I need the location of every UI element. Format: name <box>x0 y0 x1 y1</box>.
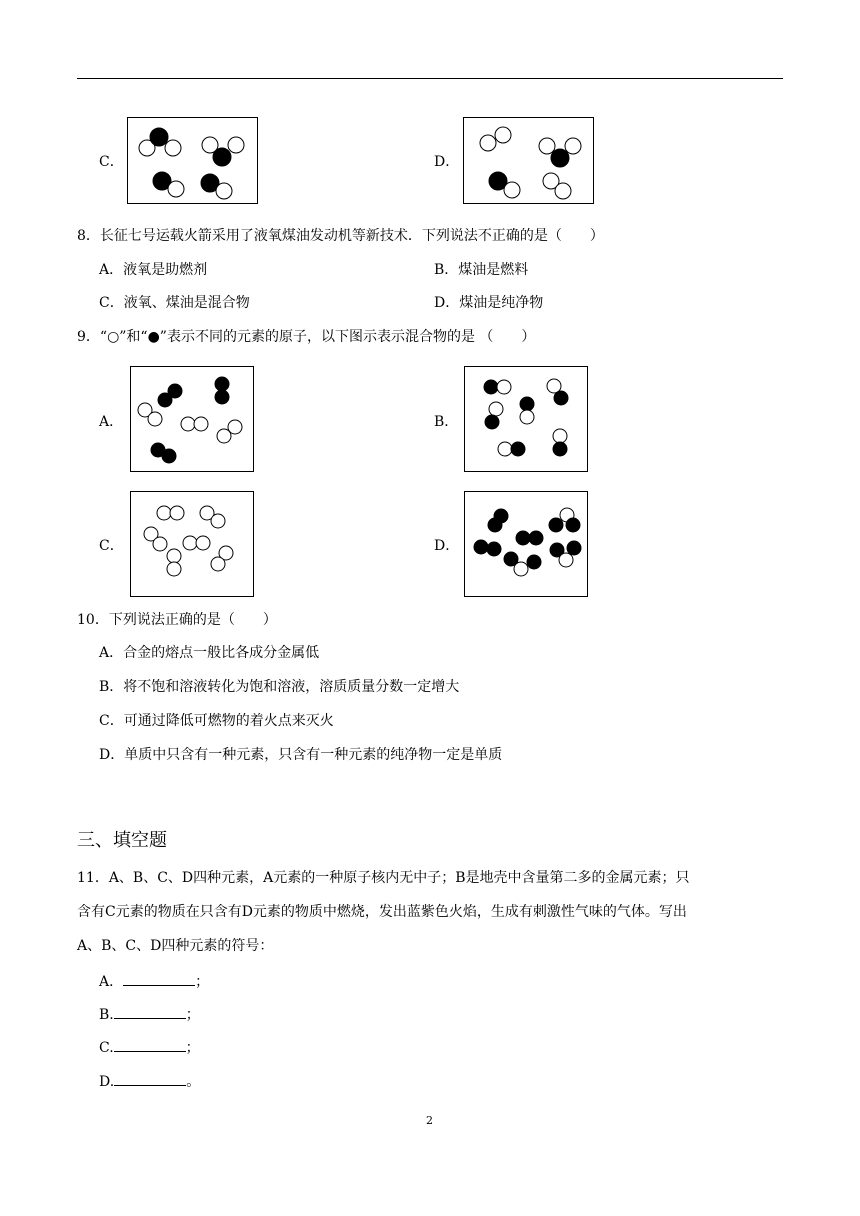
q11-blank-a-label: A． <box>99 974 124 990</box>
q10-option-a: A．合金的熔点一般比各成分金属低 <box>99 645 320 661</box>
q9-option-b-label: B． <box>434 414 459 430</box>
q9-option-a-figure <box>130 366 254 472</box>
q11-line-2: 含有C元素的物质在只含有D元素的物质中燃烧，发出蓝紫色火焰，生成有刺激性气味的气体。写出 <box>77 904 687 920</box>
q7-option-d-figure <box>463 117 594 204</box>
q7-option-c-figure <box>127 117 258 204</box>
q9-option-c-label: C． <box>99 538 124 554</box>
q11-blank-d-label: D. <box>99 1074 115 1090</box>
q11-blank-a-field[interactable] <box>123 971 195 986</box>
q11-blank-b-field[interactable] <box>114 1004 186 1019</box>
q8-stem: 8．长征七号运载火箭采用了液氧煤油发动机等新技术．下列说法不正确的是（ ） <box>77 228 604 244</box>
section-title: 三、填空题 <box>77 830 167 851</box>
q9-option-d-label: D． <box>434 538 460 554</box>
q11-blank-b-label: B. <box>99 1007 114 1023</box>
q11-line-1: 11．A、B、C、D四种元素，A元素的一种原子核内无中子；B是地壳中含量第二多的金属元素；只 <box>77 870 690 886</box>
q9-option-d-figure <box>464 491 588 597</box>
q11-blank-b-end: ； <box>185 1007 200 1023</box>
q11-blank-a <box>99 971 209 991</box>
q7-option-c-label: C． <box>99 154 124 170</box>
q11-blank-c-label: C. <box>99 1040 114 1056</box>
q11-blank-d-field[interactable] <box>114 1071 186 1086</box>
q11-blank-d <box>99 1071 200 1091</box>
q8-option-a: A．液氧是助燃剂 <box>99 262 208 278</box>
q9-option-b-figure <box>464 366 588 472</box>
q11-blank-c <box>99 1037 200 1057</box>
q8-option-c: C．液氧、煤油是混合物 <box>99 295 250 311</box>
q9-stem: 9．“○”和“●”表示不同的元素的原子，以下图示表示混合物的是 （ ） <box>77 329 536 345</box>
q11-blank-d-end: 。 <box>186 1074 201 1090</box>
q11-blank-b <box>99 1004 200 1024</box>
header-rule <box>77 78 783 79</box>
q7-option-d-label: D． <box>434 154 460 170</box>
q10-stem: 10．下列说法正确的是（ ） <box>77 612 277 628</box>
q10-option-b: B．将不饱和溶液转化为饱和溶液，溶质质量分数一定增大 <box>99 679 460 695</box>
q9-option-c-figure <box>130 491 254 597</box>
q10-option-d: D．单质中只含有一种元素，只含有一种元素的纯净物一定是单质 <box>99 747 503 763</box>
q11-blank-c-end: ； <box>185 1040 200 1056</box>
q8-option-d: D．煤油是纯净物 <box>434 295 544 311</box>
q10-option-c: C．可通过降低可燃物的着火点来灭火 <box>99 713 334 729</box>
q11-line-3: A、B、C、D四种元素的符号： <box>77 938 274 954</box>
q11-blank-c-field[interactable] <box>114 1037 186 1052</box>
q11-blank-a-end: ； <box>195 974 210 990</box>
q9-option-a-label: A． <box>99 414 124 430</box>
q8-option-b: B．煤油是燃料 <box>434 262 529 278</box>
page-number: 2 <box>426 1114 433 1127</box>
